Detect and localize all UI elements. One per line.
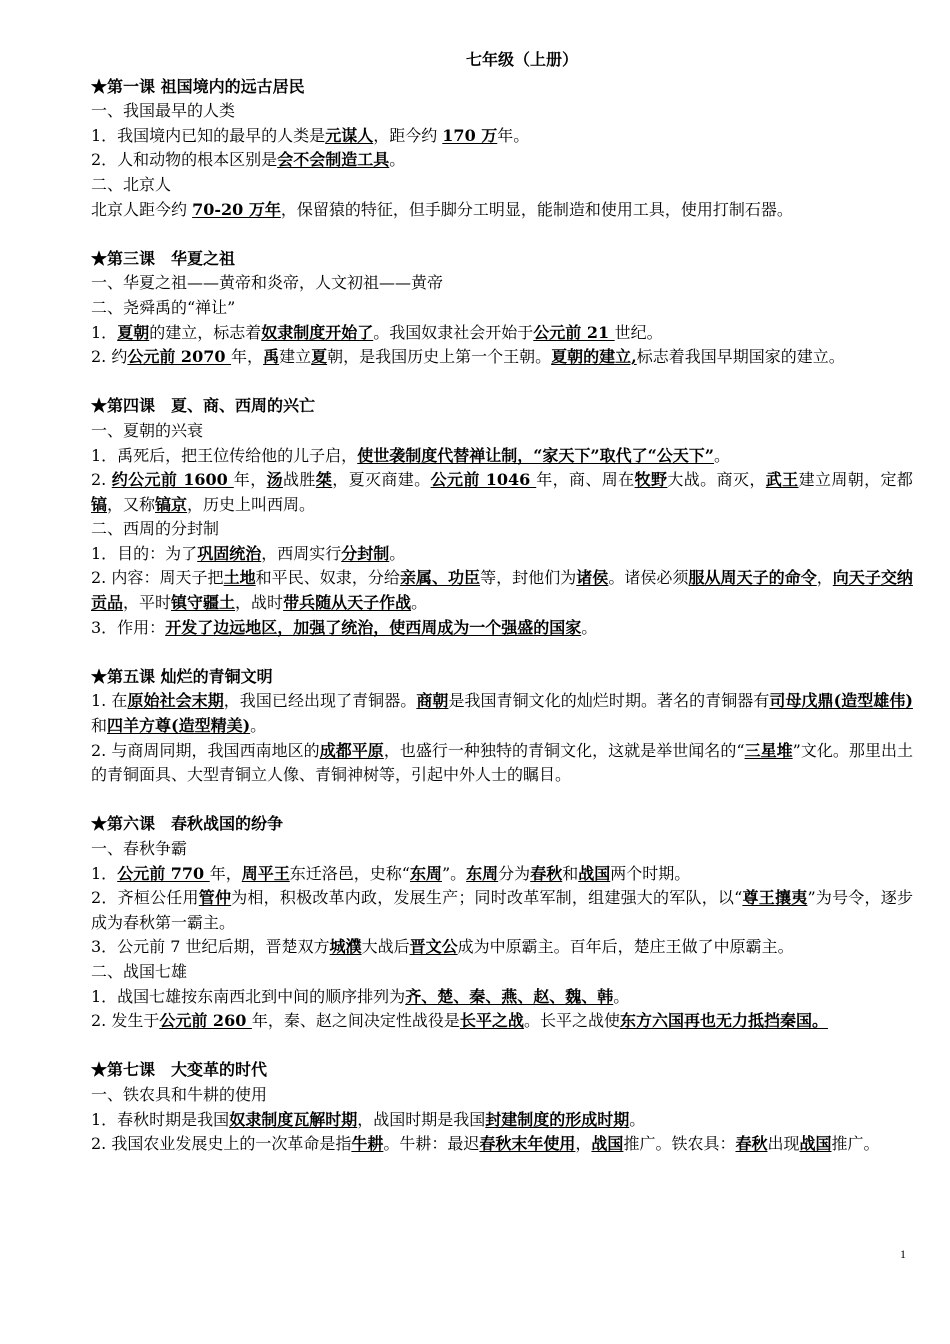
key-term: 70-20 万年 <box>192 199 281 219</box>
text-segment: ，保留猿的特征，但手脚分工明显，能制造和使用工具，使用打制石器。 <box>280 199 793 219</box>
key-term: 夏 <box>311 347 328 367</box>
text-segment: 成为中原霸主。百年后，楚庄王做了中原霸主。 <box>457 937 794 957</box>
text-segment: 年， <box>209 863 242 883</box>
text-segment: 一、春秋争霸 <box>91 839 188 858</box>
key-term: 公元前 1046 <box>430 470 537 490</box>
text-line <box>91 321 913 346</box>
text-segment: 3．作用： <box>91 617 166 637</box>
blank-line <box>91 640 913 665</box>
key-term: 分封制 <box>341 543 390 563</box>
text-segment: 二、西周的分封制 <box>91 519 220 539</box>
key-term: 尊王攘夷 <box>742 888 808 908</box>
text-segment: 1．战国七雄按东南西北到中间的顺序排列为 <box>91 986 406 1006</box>
key-term: 公元前 260 <box>159 1011 252 1031</box>
text-line <box>91 517 913 542</box>
key-term: 东周 <box>466 863 499 883</box>
text-segment: 2. 我国农业发展史上的一次革命是指 <box>91 1134 352 1154</box>
text-line <box>91 124 913 149</box>
key-term: 东周 <box>409 863 442 883</box>
key-term: 齐、楚、秦、燕、赵、魏、韩 <box>405 986 614 1006</box>
text-segment: 北京人距今约 <box>91 199 193 219</box>
text-segment: 。长平之战使 <box>523 1011 620 1031</box>
text-segment: 3．公元前 7 世纪后期，晋楚双方 <box>91 937 330 957</box>
key-term: 周平王 <box>241 863 290 883</box>
text-segment: 一、铁农具和牛耕的使用 <box>91 1084 268 1104</box>
key-term: 奴隶制度开始了 <box>261 322 374 342</box>
text-segment: 推广。铁农具： <box>623 1134 736 1154</box>
text-line <box>91 739 913 788</box>
key-term: 东方六国再也无力抵挡秦国。 <box>619 1011 828 1031</box>
text-segment: 。 <box>581 617 598 637</box>
key-term: 汤 <box>266 470 283 490</box>
text-segment: ★第一课 祖国境内的远古居民 <box>91 76 305 96</box>
text-segment: 1．禹死后，把王位传给他的儿子启， <box>91 445 358 465</box>
blank-line <box>91 222 913 247</box>
text-line <box>91 468 913 517</box>
text-segment: 年，秦、赵之间决定性战役是 <box>251 1011 460 1031</box>
text-line <box>91 444 913 469</box>
text-segment: ★第三课 华夏之祖 <box>91 248 236 268</box>
text-line <box>91 1132 913 1157</box>
text-segment: 建立 <box>279 347 312 367</box>
lesson-heading <box>91 1058 913 1083</box>
key-term: 服从周天子的命令 <box>688 568 817 588</box>
text-line <box>91 935 913 960</box>
text-segment: ，也盛行一种独特的青铜文化，这就是举世闻名的“ <box>383 740 745 760</box>
text-segment: 和平民、奴隶，分给 <box>255 568 400 588</box>
text-segment: 。牛耕：最迟 <box>383 1134 480 1154</box>
text-line <box>91 198 913 223</box>
text-segment: 东迁洛邑，史称“ <box>289 863 410 883</box>
key-term: 春秋 <box>530 863 563 883</box>
lesson-heading <box>91 247 913 272</box>
key-term: 战国 <box>578 863 611 883</box>
lesson-heading <box>91 75 913 100</box>
text-line <box>91 271 913 296</box>
key-term: 公元前 2070 <box>127 347 232 367</box>
text-segment: 大战后 <box>361 937 410 957</box>
key-term: 三星堆 <box>744 740 793 760</box>
text-segment: 。诸侯必须 <box>608 568 689 588</box>
text-line <box>91 542 913 567</box>
text-segment: 。 <box>411 593 428 613</box>
key-term: 牛耕 <box>351 1134 384 1154</box>
key-term: 夏朝的建立, <box>551 347 637 367</box>
key-term: 春秋 <box>735 1134 768 1154</box>
text-segment: 。 <box>613 986 630 1006</box>
text-segment: 年，商、周在 <box>536 470 635 490</box>
text-segment: ，夏灭商建。 <box>332 470 431 490</box>
text-segment: 1． <box>91 322 118 342</box>
text-segment: 一、夏朝的兴衰 <box>91 420 204 440</box>
key-term: 四羊方尊(造型精美) <box>107 716 251 736</box>
page-title: 七年级（上册） <box>465 50 578 69</box>
text-line <box>91 862 913 887</box>
text-segment: 出现 <box>767 1134 800 1154</box>
text-line <box>91 960 913 985</box>
text-segment: ， <box>816 568 833 588</box>
key-term: 禹 <box>263 347 280 367</box>
text-segment: 一、华夏之祖——黄帝和炎帝，人文初祖——黄帝 <box>91 273 444 293</box>
text-segment: 等，封他们为 <box>480 568 577 588</box>
key-term: 夏朝 <box>117 322 150 342</box>
key-term: 会不会制造工具 <box>277 150 390 170</box>
text-segment: 2. 发生于 <box>91 1011 160 1031</box>
key-term: 诸侯 <box>576 568 609 588</box>
key-term: 镐 <box>91 494 108 514</box>
text-segment: ，战时 <box>235 593 284 613</box>
text-segment: ★第五课 灿烂的青铜文明 <box>91 666 273 686</box>
text-segment: 二、战国七雄 <box>91 961 188 981</box>
text-segment: 年， <box>231 347 264 367</box>
text-line <box>91 345 913 370</box>
text-segment: 。 <box>389 150 406 170</box>
text-segment: 1． <box>91 863 118 883</box>
text-line <box>91 99 913 124</box>
text-segment: 朝，是我国历史上第一个王朝。 <box>327 347 552 367</box>
key-term: 城濮 <box>329 937 362 957</box>
document-body <box>91 75 913 1157</box>
key-term: 公元前 770 <box>117 863 210 883</box>
key-term: 向天子交纳贡品 <box>91 568 913 613</box>
text-segment: ，历史上叫西周。 <box>187 494 316 514</box>
text-segment: ，西周实行 <box>261 543 342 563</box>
key-term: 晋文公 <box>409 937 458 957</box>
key-term: 镇守疆土 <box>171 593 236 613</box>
text-segment: 和 <box>562 863 579 883</box>
key-term: 巩固统治 <box>197 543 262 563</box>
lesson-heading <box>91 665 913 690</box>
text-line <box>91 296 913 321</box>
text-segment: 2. 内容：周天子把 <box>91 568 224 588</box>
lesson-heading <box>91 812 913 837</box>
blank-line <box>91 1034 913 1059</box>
key-term: 春秋末年使用 <box>479 1134 576 1154</box>
text-segment: 。 <box>389 543 406 563</box>
key-term: 公元前 21 <box>533 322 615 342</box>
text-segment: 1. 在 <box>91 691 128 711</box>
lesson-heading <box>91 394 913 419</box>
key-term: 司母戊鼎(造型雄伟) <box>769 691 913 711</box>
text-segment: 1．春秋时期是我国 <box>91 1109 230 1129</box>
text-segment: 2．齐桓公任用 <box>91 888 199 908</box>
text-segment: 标志着我国早期国家的建立。 <box>636 347 845 367</box>
key-term: 管仲 <box>198 888 232 908</box>
key-term: 桀 <box>315 470 333 490</box>
text-segment: ”。 <box>441 863 467 883</box>
text-segment: 1．目的：为了 <box>91 543 198 563</box>
key-term: 带兵随从天子作战 <box>283 593 412 613</box>
text-line <box>91 1108 913 1133</box>
text-line <box>91 886 913 935</box>
text-segment: 年。 <box>497 125 530 145</box>
key-term: 亲属、功臣 <box>399 568 481 588</box>
text-segment: 和 <box>91 716 108 736</box>
text-segment: 是我国青铜文化的灿烂时期。著名的青铜器有 <box>448 691 770 711</box>
text-line <box>91 1083 913 1108</box>
key-term: 封建制度的形成时期 <box>485 1109 630 1129</box>
key-term: 商朝 <box>416 691 449 711</box>
text-segment: 二、尧舜禹的“禅让” <box>91 297 236 317</box>
text-segment: 。 <box>714 445 731 465</box>
text-line <box>91 837 913 862</box>
text-line <box>91 689 913 738</box>
key-term: 战国 <box>591 1134 624 1154</box>
text-segment: 2. 与商周同期，我国西南地区的 <box>91 740 320 760</box>
text-segment: 2. 约 <box>91 347 128 367</box>
key-term: 战国 <box>799 1134 832 1154</box>
text-segment: 战胜 <box>283 470 316 490</box>
text-line <box>91 419 913 444</box>
key-term: 奴隶制度瓦解时期 <box>229 1109 358 1129</box>
text-segment: 。我国奴隶社会开始于 <box>373 322 534 342</box>
key-term: 镐京 <box>155 494 188 514</box>
text-segment: ，平时 <box>123 593 172 613</box>
key-term: 牧野 <box>634 470 668 490</box>
text-segment: ★第七课 大变革的时代 <box>91 1060 268 1080</box>
text-segment: 建立周朝，定都 <box>798 470 913 490</box>
text-line <box>91 1009 913 1034</box>
key-term: 开发了边远地区，加强了统治，使西周成为一个强盛的国家 <box>165 617 582 637</box>
key-term: 武王 <box>765 470 799 490</box>
text-line <box>91 173 913 198</box>
text-segment: 世纪。 <box>614 322 663 342</box>
key-term: 约公元前 1600 <box>111 470 234 490</box>
text-segment: ，战国时期是我国 <box>357 1109 486 1129</box>
text-segment: 大战。商灭， <box>667 470 766 490</box>
document-page <box>91 48 913 1157</box>
text-segment: 1．我国境内已知的最早的人类是 <box>91 125 326 145</box>
text-segment: 。 <box>629 1109 646 1129</box>
text-segment: ，距今约 <box>373 125 443 145</box>
text-segment: 2．人和动物的根本区别是 <box>91 150 278 170</box>
text-line <box>91 616 913 641</box>
text-segment: ★第四课 夏、商、西周的兴亡 <box>91 396 316 416</box>
text-segment: 一、我国最早的人类 <box>91 101 236 121</box>
blank-line <box>91 788 913 813</box>
text-segment: ”为号令，逐步成为春秋第一霸主。 <box>91 888 913 932</box>
text-segment: 为相，积极改革内政，发展生产；同时改革军制，组建强大的军队，以“ <box>231 888 743 908</box>
key-term: 长平之战 <box>459 1011 524 1031</box>
text-line <box>91 985 913 1010</box>
text-segment: 2. <box>91 470 112 490</box>
key-term: 原始社会末期 <box>127 691 224 711</box>
text-segment: 。 <box>250 716 267 736</box>
text-segment: 二、北京人 <box>91 174 172 194</box>
text-line <box>91 566 913 615</box>
page-number: 1 <box>900 1247 906 1261</box>
text-segment: 推广。 <box>831 1134 880 1154</box>
key-term: 成都平原 <box>319 740 384 760</box>
text-segment: 年， <box>233 470 267 490</box>
text-segment: ， <box>575 1134 592 1154</box>
key-term: 使世袭制度代替禅让制，“家天下”取代了“公天下” <box>357 445 715 465</box>
text-line <box>91 148 913 173</box>
blank-line <box>91 370 913 395</box>
text-segment: 的建立，标志着 <box>149 322 262 342</box>
text-segment: 分为 <box>498 863 531 883</box>
key-term: 土地 <box>223 568 256 588</box>
text-segment: ，我国已经出现了青铜器。 <box>223 691 417 711</box>
text-segment: ★第六课 春秋战国的纷争 <box>91 814 284 834</box>
key-term: 元谋人 <box>325 125 374 145</box>
text-segment: ，又称 <box>107 494 156 514</box>
text-segment: ”文化。那里出土的青铜面具、大型青铜立人像、青铜神树等，引起中外人士的瞩目。 <box>91 740 913 785</box>
key-term: 170 万 <box>442 125 498 145</box>
text-segment: 两个时期。 <box>610 863 691 883</box>
